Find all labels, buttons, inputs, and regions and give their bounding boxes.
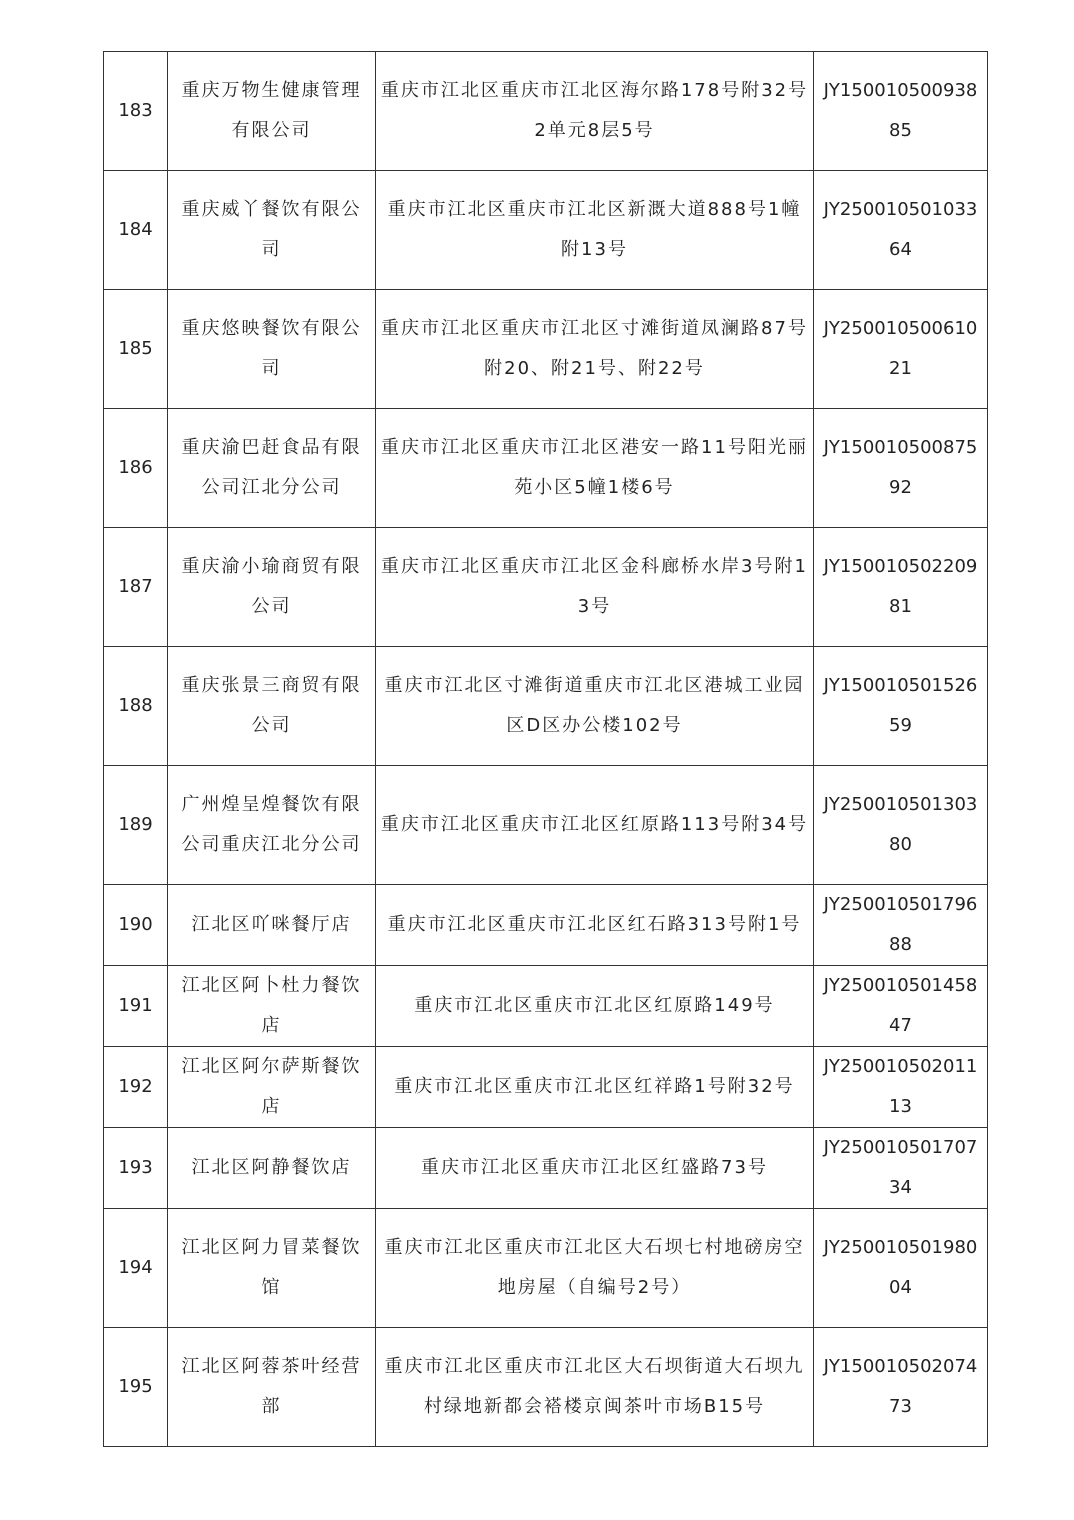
company-address: 重庆市江北区重庆市江北区红原路113号附34号 xyxy=(376,766,814,885)
row-number: 190 xyxy=(104,885,168,966)
license-number: JY25001050179688 xyxy=(814,885,988,966)
license-number: JY15001050220981 xyxy=(814,528,988,647)
table-row xyxy=(104,966,988,1047)
company-address: 重庆市江北区重庆市江北区新溉大道888号1幢附13号 xyxy=(376,171,814,290)
company-address: 重庆市江北区重庆市江北区大石坝七村地磅房空地房屋（自编号2号） xyxy=(376,1209,814,1328)
row-number: 194 xyxy=(104,1209,168,1328)
company-name: 江北区阿蓉茶叶经营部 xyxy=(168,1328,376,1447)
row-number: 183 xyxy=(104,52,168,171)
company-name: 广州煌呈煌餐饮有限公司重庆江北分公司 xyxy=(168,766,376,885)
row-number: 185 xyxy=(104,290,168,409)
table-row xyxy=(104,171,988,290)
company-name: 重庆悠映餐饮有限公司 xyxy=(168,290,376,409)
license-number: JY15001050207473 xyxy=(814,1328,988,1447)
row-number: 187 xyxy=(104,528,168,647)
row-number: 184 xyxy=(104,171,168,290)
company-address: 重庆市江北区重庆市江北区大石坝街道大石坝九村绿地新都会褡楼京闽茶叶市场B15号 xyxy=(376,1328,814,1447)
license-number: JY25001050061021 xyxy=(814,290,988,409)
license-number: JY25001050103364 xyxy=(814,171,988,290)
company-address: 重庆市江北区重庆市江北区红盛路73号 xyxy=(376,1128,814,1209)
table-row xyxy=(104,1328,988,1447)
table-row xyxy=(104,766,988,885)
company-name: 重庆渝巴赶食品有限公司江北分公司 xyxy=(168,409,376,528)
license-number: JY25001050130380 xyxy=(814,766,988,885)
company-address: 重庆市江北区重庆市江北区金科廊桥水岸3号附13号 xyxy=(376,528,814,647)
row-number: 192 xyxy=(104,1047,168,1128)
company-name: 江北区阿力冒菜餐饮馆 xyxy=(168,1209,376,1328)
company-address: 重庆市江北区重庆市江北区海尔路178号附32号2单元8层5号 xyxy=(376,52,814,171)
table-row xyxy=(104,1209,988,1328)
company-address: 重庆市江北区重庆市江北区港安一路11号阳光丽苑小区5幢1楼6号 xyxy=(376,409,814,528)
table-row xyxy=(104,409,988,528)
company-address: 重庆市江北区重庆市江北区红石路313号附1号 xyxy=(376,885,814,966)
row-number: 191 xyxy=(104,966,168,1047)
row-number: 195 xyxy=(104,1328,168,1447)
company-address: 重庆市江北区寸滩街道重庆市江北区港城工业园区D区办公楼102号 xyxy=(376,647,814,766)
company-name: 重庆渝小瑜商贸有限公司 xyxy=(168,528,376,647)
company-address: 重庆市江北区重庆市江北区红原路149号 xyxy=(376,966,814,1047)
company-address: 重庆市江北区重庆市江北区红祥路1号附32号 xyxy=(376,1047,814,1128)
table-row xyxy=(104,885,988,966)
license-number: JY15001050087592 xyxy=(814,409,988,528)
license-number: JY25001050198004 xyxy=(814,1209,988,1328)
company-name: 江北区阿尔萨斯餐饮店 xyxy=(168,1047,376,1128)
company-name: 江北区阿静餐饮店 xyxy=(168,1128,376,1209)
license-number: JY15001050093885 xyxy=(814,52,988,171)
table-row xyxy=(104,1047,988,1128)
row-number: 189 xyxy=(104,766,168,885)
table-row xyxy=(104,1128,988,1209)
row-number: 193 xyxy=(104,1128,168,1209)
company-address: 重庆市江北区重庆市江北区寸滩街道凤澜路87号附20、附21号、附22号 xyxy=(376,290,814,409)
row-number: 188 xyxy=(104,647,168,766)
table-row xyxy=(104,528,988,647)
license-number: JY15001050152659 xyxy=(814,647,988,766)
license-number: JY25001050201113 xyxy=(814,1047,988,1128)
company-name: 江北区吖咪餐厅店 xyxy=(168,885,376,966)
company-name: 重庆威丫餐饮有限公司 xyxy=(168,171,376,290)
company-name: 江北区阿卜杜力餐饮店 xyxy=(168,966,376,1047)
business-license-table xyxy=(103,51,988,1447)
table-row xyxy=(104,52,988,171)
license-number: JY25001050145847 xyxy=(814,966,988,1047)
table-row xyxy=(104,647,988,766)
company-name: 重庆张景三商贸有限公司 xyxy=(168,647,376,766)
license-number: JY25001050170734 xyxy=(814,1128,988,1209)
company-name: 重庆万物生健康管理有限公司 xyxy=(168,52,376,171)
row-number: 186 xyxy=(104,409,168,528)
table-row xyxy=(104,290,988,409)
